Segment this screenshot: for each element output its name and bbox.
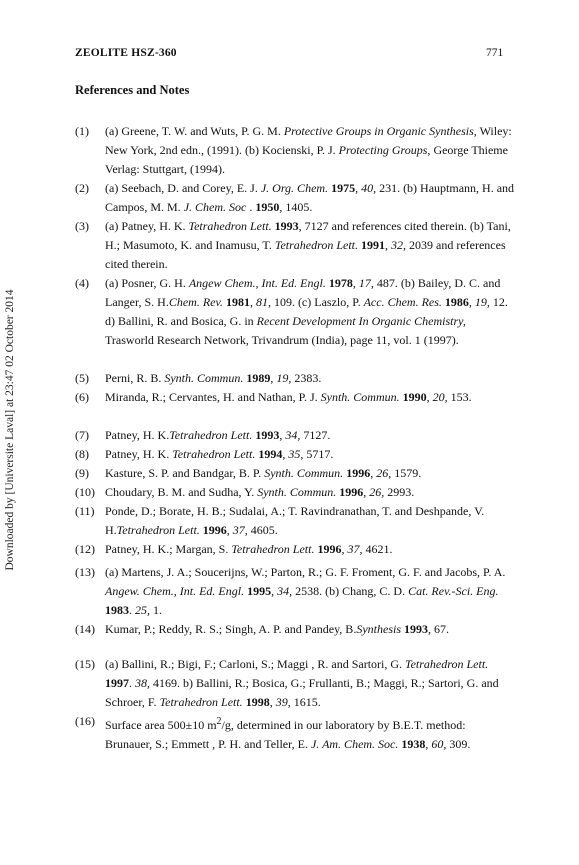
reference-text-run: 35, xyxy=(288,447,304,461)
reference-text-run: 1996 xyxy=(202,523,227,537)
reference-item xyxy=(75,655,515,712)
section-heading: References and Notes xyxy=(75,83,190,97)
reference-text-run: Acc. Chem. Res. xyxy=(363,295,442,309)
reference-text-run: Tetrahedron Lett. xyxy=(231,542,315,556)
reference-text-run: 39, xyxy=(275,695,291,709)
reference-text-run: , xyxy=(425,737,432,751)
reference-text-run: J. Am. Chem. Soc. xyxy=(310,737,399,751)
reference-text-run: Synth. Commun. xyxy=(164,371,244,385)
reference-text-run: Cat. Rev.-Sci. Eng. xyxy=(408,584,499,598)
reference-number: (15) xyxy=(75,657,95,671)
reference-text-run: Perni, R. B. xyxy=(105,371,165,385)
reference-text-run: 1950 xyxy=(255,200,280,214)
reference-text-run: Tetrahedron Lett. xyxy=(405,657,489,671)
download-watermark-text: Downloaded by [Universite Laval] at 23:47 02 October 2014 xyxy=(4,289,16,571)
reference-text-run: 1615. xyxy=(290,695,321,709)
reference-item xyxy=(75,179,515,217)
reference-text-run: 60, xyxy=(431,737,447,751)
reference-text-run: (a) Posner, G. H. xyxy=(105,276,189,290)
reference-text-run: 1975 xyxy=(331,181,356,195)
reference-text-run: 40, xyxy=(361,181,377,195)
reference-text xyxy=(105,483,515,502)
reference-number: (9) xyxy=(75,466,89,480)
reference-text-run: 12. d) Ballini, R. and Bosica, G. in xyxy=(105,295,508,328)
reference-text-run: 37, xyxy=(347,542,363,556)
reference-text-run: , xyxy=(269,695,276,709)
reference-text-run: 4169. b) Ballini, R.; Bosica, G.; Frullanti, B.; Maggi, R.; Sartori, G. and Schroer, F. xyxy=(105,676,499,709)
reference-text-run: 1993 xyxy=(404,622,428,636)
reference-item xyxy=(75,563,515,620)
reference-text-run: 20, xyxy=(432,390,448,404)
reference-text-run: Synth. Commun. xyxy=(320,390,400,404)
reference-text-run: 1579. xyxy=(391,466,422,480)
reference-item xyxy=(75,445,515,464)
reference-text-run: 19, xyxy=(276,371,292,385)
reference-text-run: (a) Martens, J. A.; Soucerijns, W.; Parton, R.; G. F. Froment, G. F. and Jacobs, P. A. xyxy=(105,565,506,579)
reference-text-run: 1990 xyxy=(402,390,427,404)
reference-text-run: (a) Greene, T. W. and Wuts, P. G. M. xyxy=(105,124,284,138)
reference-text-run: , xyxy=(370,466,377,480)
reference-item xyxy=(75,274,515,350)
reference-text-run: 25, xyxy=(135,603,150,617)
reference-text-run: 34, xyxy=(285,428,301,442)
reference-text-run: (a) Patney, H. K. xyxy=(105,219,189,233)
reference-text-run: Angew Chem., Int. Ed. Engl. xyxy=(188,276,326,290)
reference-text-run: (a) Seebach, D. and Corey, E. J. xyxy=(105,181,261,195)
reference-text-run: Tetrahedron Lett. xyxy=(159,695,243,709)
reference-item xyxy=(75,483,515,502)
reference-text-run: Tetrahedron Lett. xyxy=(188,219,272,233)
reference-text-run: 1994 xyxy=(258,447,283,461)
reference-text-run: . xyxy=(246,200,256,214)
reference-text-run: 1981 xyxy=(225,295,250,309)
reference-number: (1) xyxy=(75,124,89,138)
reference-text-run: Tetrahedron Lett. xyxy=(169,428,253,442)
reference-text xyxy=(105,655,515,712)
reference-text xyxy=(105,712,515,754)
reference-text-run: Tetrahedron Lett. xyxy=(172,447,256,461)
reference-text xyxy=(105,179,515,217)
reference-text-run: , 7127 and references cited therein. (b) Tani, H.; Masumoto, K. and Inamusu, T. xyxy=(105,219,511,252)
reference-text-run: , xyxy=(363,485,370,499)
reference-text-run: Ponde, D.; Borate, H. B.; Sudalai, A.; T. Ravindranathan, T. and Deshpande, V. H. xyxy=(105,504,485,537)
reference-number: (12) xyxy=(75,542,95,556)
reference-number: (4) xyxy=(75,276,89,290)
reference-text-run: 1986 xyxy=(444,295,469,309)
reference-text-run: , xyxy=(352,276,359,290)
reference-text-run: 37, xyxy=(232,523,248,537)
reference-text-run: 1995 xyxy=(247,584,272,598)
reference-text-run: 2538. (b) Chang, C. D. xyxy=(292,584,409,598)
reference-text-run: 1998 xyxy=(245,695,270,709)
reference-text-run: 34, xyxy=(277,584,293,598)
reference-text-run: , xyxy=(355,181,362,195)
reference-text-run: Synthesis xyxy=(356,622,401,636)
reference-text-run: 1938 xyxy=(401,737,426,751)
reference-text-run: Protective Groups in Organic Synthesis, xyxy=(283,124,477,138)
reference-text-run: , xyxy=(249,295,256,309)
reference-text-run: (a) Ballini, R.; Bigi, F.; Carloni, S.; Maggi , R. and Sartori, G. xyxy=(105,657,406,671)
reference-text-run: , xyxy=(341,542,348,556)
reference-item xyxy=(75,122,515,179)
reference-item xyxy=(75,217,515,274)
reference-text xyxy=(105,369,515,388)
reference-item xyxy=(75,426,515,445)
reference-text xyxy=(105,502,515,540)
reference-number: (2) xyxy=(75,181,89,195)
reference-item xyxy=(75,540,515,559)
reference-text-run: , xyxy=(270,371,277,385)
reference-text xyxy=(105,563,515,620)
reference-text-run: 1993 xyxy=(274,219,299,233)
reference-text xyxy=(105,540,515,559)
reference-text-run: 38, xyxy=(135,676,150,690)
reference-text-run: . xyxy=(129,676,135,690)
reference-text-run: , xyxy=(271,584,278,598)
reference-text-run: , xyxy=(426,390,433,404)
reference-text-run: . xyxy=(129,603,135,617)
reference-text-run: 1996 xyxy=(317,542,342,556)
reference-text-run: Angew. Chem., Int. Ed. Engl. xyxy=(105,584,245,598)
reference-text-run: Choudary, B. M. and Sudha, Y. xyxy=(105,485,258,499)
reference-text-run: 26, xyxy=(376,466,392,480)
reference-text-run: , xyxy=(385,238,391,252)
reference-text-run: 1996 xyxy=(339,485,364,499)
reference-text-run: 4621. xyxy=(362,542,393,556)
reference-text xyxy=(105,445,515,464)
reference-item xyxy=(75,369,515,388)
reference-text-run: 5717. xyxy=(303,447,334,461)
reference-number: (11) xyxy=(75,504,95,518)
reference-text-run: 7127. xyxy=(300,428,331,442)
reference-text-run: 32, xyxy=(391,238,406,252)
reference-text-run: , 67. xyxy=(428,622,449,636)
reference-text-run: 81, xyxy=(255,295,271,309)
reference-item xyxy=(75,502,515,540)
reference-item xyxy=(75,388,515,407)
reference-number: (3) xyxy=(75,219,89,233)
reference-text-run: Miranda, R.; Cervantes, H. and Nathan, P. J. xyxy=(105,390,321,404)
reference-number: (8) xyxy=(75,447,89,461)
reference-text-run: , xyxy=(282,447,289,461)
reference-text-run: , xyxy=(279,428,286,442)
reference-text-run: Synth. Commun. xyxy=(264,466,344,480)
reference-text-run: Chem. Rev. xyxy=(168,295,223,309)
reference-text-run: , xyxy=(468,295,475,309)
reference-text-run: 4605. xyxy=(247,523,278,537)
reference-text-run: 2039 and references cited therein. xyxy=(105,238,506,271)
reference-text xyxy=(105,388,515,407)
reference-text-run: Trasworld Research Network, Trivandrum (India), page 11, vol. 1 (1997). xyxy=(105,333,459,347)
reference-text xyxy=(105,426,515,445)
reference-text-run: /g, determined in our laboratory by B.E.T. method: Brunauer, S.; Emmett , P. H. and Teller, E. xyxy=(105,718,466,751)
reference-number: (7) xyxy=(75,428,89,442)
reference-text-run: Tetrahedron Lett. xyxy=(274,238,358,252)
reference-text xyxy=(105,122,515,179)
reference-text-run: Patney, H. K. xyxy=(105,447,173,461)
reference-text xyxy=(105,217,515,274)
reference-text-run: 17, xyxy=(358,276,374,290)
reference-text-run: 2993. xyxy=(384,485,415,499)
download-watermark xyxy=(3,230,17,630)
reference-text-run: 309. xyxy=(446,737,471,751)
reference-text-run: 1993 xyxy=(255,428,280,442)
reference-text-run: 2 xyxy=(216,716,222,727)
reference-text-run: Recent Development In Organic Chemistry, xyxy=(256,314,466,328)
reference-text-run: 153. xyxy=(447,390,472,404)
reference-text-run: Protecting Groups, xyxy=(338,143,431,157)
reference-text-run: 26, xyxy=(369,485,385,499)
reference-text-run: Kasture, S. P. and Bandgar, B. P. xyxy=(105,466,265,480)
reference-text-run: , 1405. xyxy=(279,200,313,214)
reference-text-run: Synth. Commun. xyxy=(257,485,337,499)
reference-text-run: Patney, H. K. xyxy=(105,428,170,442)
reference-number: (5) xyxy=(75,371,89,385)
reference-number: (14) xyxy=(75,622,95,636)
reference-item xyxy=(75,620,515,639)
reference-text-run: 2383. xyxy=(291,371,322,385)
page-number: 771 xyxy=(486,47,504,59)
reference-text-run: 231. (b) Hauptmann, H. and Campos, M. M. xyxy=(105,181,515,214)
reference-text-run: J. Chem. Soc xyxy=(183,200,247,214)
reference-number: (16) xyxy=(75,714,95,728)
reference-text-run: Tetrahedron Lett. xyxy=(116,523,200,537)
reference-text-run: 1989 xyxy=(246,371,271,385)
reference-text-run: Patney, H. K.; Margan, S. xyxy=(105,542,232,556)
reference-item xyxy=(75,464,515,483)
reference-text-run: 1997 xyxy=(105,676,129,690)
reference-text-run: 1996 xyxy=(346,466,371,480)
reference-text-run: Surface area 500±10 m xyxy=(105,718,217,732)
reference-text-run: J. Org. Chem. xyxy=(260,181,329,195)
reference-item xyxy=(75,712,515,754)
reference-text-run: , xyxy=(226,523,233,537)
reference-text xyxy=(105,464,515,483)
reference-text-run: 19, xyxy=(474,295,490,309)
reference-text-run: 1978 xyxy=(328,276,353,290)
reference-text-run: 1. xyxy=(150,603,162,617)
reference-text-run: 487. (b) Bailey, D. C. and Langer, S. H. xyxy=(105,276,501,309)
reference-text-run: George Thieme Verlag: Stuttgart, (1994). xyxy=(105,143,508,176)
reference-number: (6) xyxy=(75,390,89,404)
running-title: ZEOLITE HSZ-360 xyxy=(75,47,177,59)
reference-text-run: Kumar, P.; Reddy, R. S.; Singh, A. P. and Pandey, B. xyxy=(105,622,357,636)
reference-number: (10) xyxy=(75,485,95,499)
reference-text-run: 1991 xyxy=(361,238,385,252)
reference-text xyxy=(105,620,515,639)
reference-text-run: 109. (c) Laszlo, P. xyxy=(270,295,364,309)
reference-text-run: 1983 xyxy=(105,603,129,617)
reference-text xyxy=(105,274,515,350)
reference-text-run: Wiley: New York, 2nd edn., (1991). (b) Kocienski, P. J. xyxy=(105,124,512,157)
reference-number: (13) xyxy=(75,565,95,579)
